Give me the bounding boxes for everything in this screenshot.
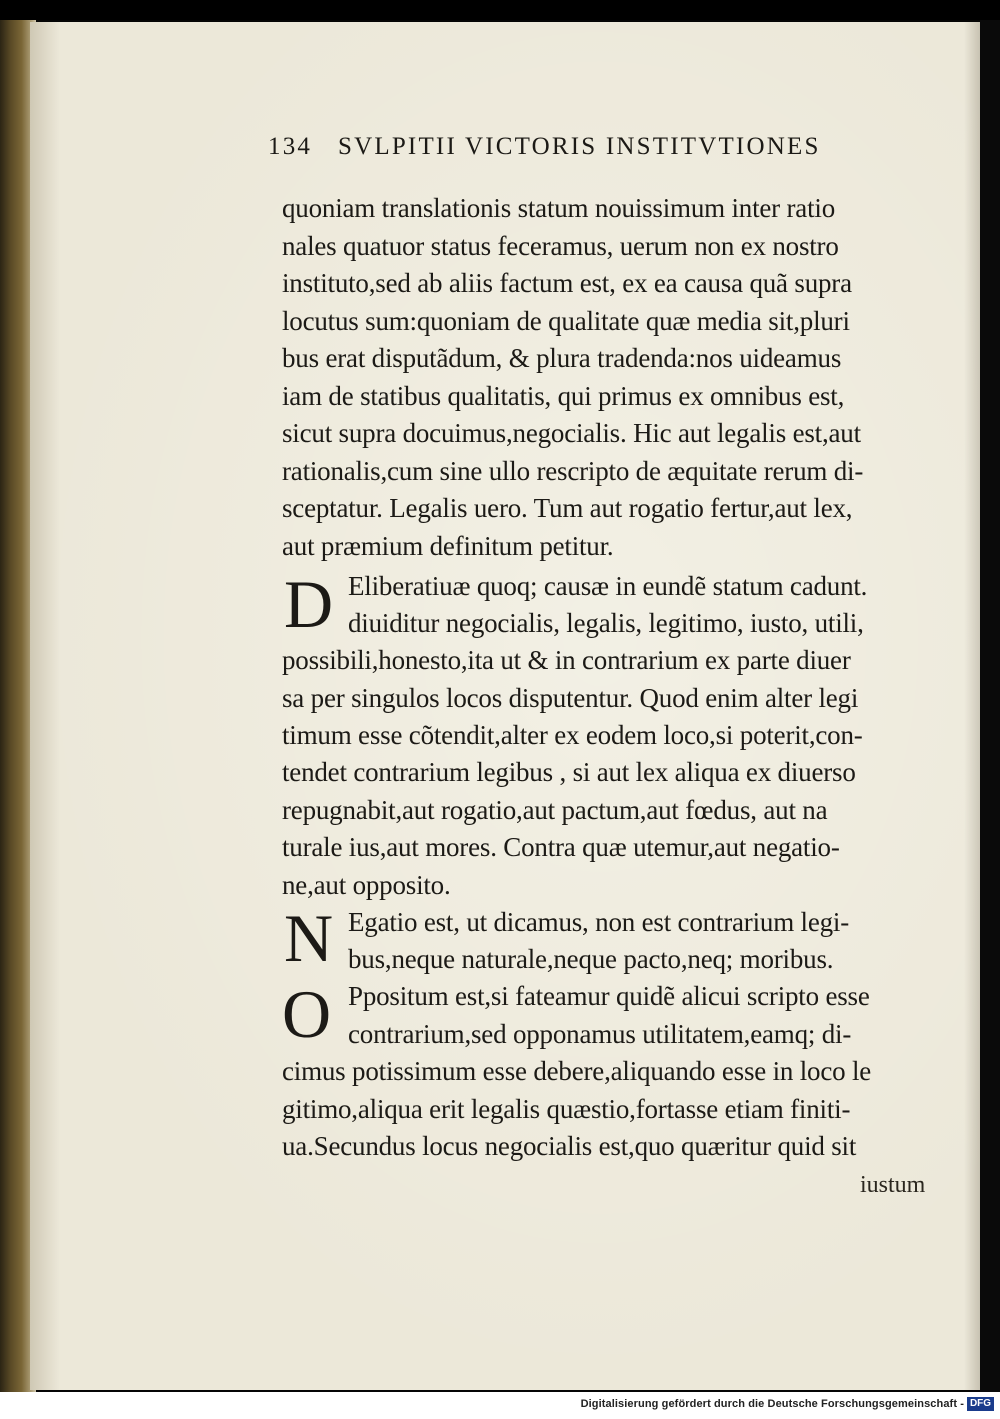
text-line: Egatio est, ut dicamus, non est contrarium legi- <box>348 907 850 937</box>
text-line: rationalis,cum sine ullo rescripto de æquitate rerum di- <box>282 456 864 486</box>
text-line: instituto,sed ab aliis factum est, ex ea causa quã supra <box>282 268 852 298</box>
text-line: diuiditur negocialis, legalis, legitimo, iusto, utili, <box>348 608 864 638</box>
text-line: timum esse cõtendit,alter ex eodem loco,si poterit,con- <box>282 720 863 750</box>
book-page <box>30 22 980 1390</box>
text-line: iam de statibus qualitatis, qui primus ex omnibus est, <box>282 381 845 411</box>
text-line: nales quatuor status feceramus, uerum non ex nostro <box>282 231 839 261</box>
footer-bar <box>0 1392 1000 1419</box>
text-line: contrarium,sed opponamus utilitatem,eamq; di- <box>348 1019 852 1049</box>
text-line: locutus sum:quoniam de qualitate quæ media sit,pluri <box>282 306 850 336</box>
dfg-logo-icon: DFG <box>967 1397 994 1411</box>
footer-credit: Digitalisierung gefördert durch die Deutsche Forschungsgemeinschaft - <box>580 1398 964 1410</box>
text-line: bus erat disputãdum, & plura tradenda:nos uideamus <box>282 343 842 373</box>
running-title: SVLPITII VICTORIS INSTITVTIONES <box>338 133 821 160</box>
text-line: cimus potissimum esse debere,aliquando esse in loco le <box>282 1056 872 1086</box>
text-line: bus,neque naturale,neque pacto,neq; moribus. <box>348 944 834 974</box>
catchword: iustum <box>860 1172 926 1198</box>
text-line: turale ius,aut mores. Contra quæ utemur,aut negatio- <box>282 832 840 862</box>
running-head <box>268 133 958 169</box>
text-line: tendet contrarium legibus , si aut lex aliqua ex diuerso <box>282 757 856 787</box>
text-line: ne,aut opposito. <box>282 870 451 900</box>
text-line: sicut supra docuimus,negocialis. Hic aut legalis est,aut <box>282 418 861 448</box>
page-text <box>30 22 980 1390</box>
text-line: Eliberatiuæ quoq; causæ in eundẽ statum cadunt. <box>348 571 868 601</box>
initial-n: N <box>284 900 334 976</box>
top-border <box>0 0 1000 20</box>
text-line: sceptatur. Legalis uero. Tum aut rogatio fertur,aut lex, <box>282 493 853 523</box>
text-line: sa per singulos locos disputentur. Quod enim alter legi <box>282 683 859 713</box>
initial-o: O <box>282 976 332 1052</box>
page-number: 134 <box>268 133 313 160</box>
initial-d: D <box>284 566 334 642</box>
text-line: ua.Secundus locus negocialis est,quo quæritur quid sit <box>282 1131 857 1161</box>
text-line: quoniam translationis statum nouissimum inter ratio <box>282 193 835 223</box>
text-line: aut præmium definitum petitur. <box>282 531 614 561</box>
right-border <box>980 20 1000 1392</box>
text-line: possibili,honesto,ita ut & in contrarium ex parte diuer <box>282 645 851 675</box>
text-line: repugnabit,aut rogatio,aut pactum,aut fœdus, aut na <box>282 795 828 825</box>
text-line: Ppositum est,si fateamur quidẽ alicui scripto esse <box>348 981 870 1011</box>
text-line: gitimo,aliqua erit legalis quæstio,fortasse etiam finiti- <box>282 1094 851 1124</box>
